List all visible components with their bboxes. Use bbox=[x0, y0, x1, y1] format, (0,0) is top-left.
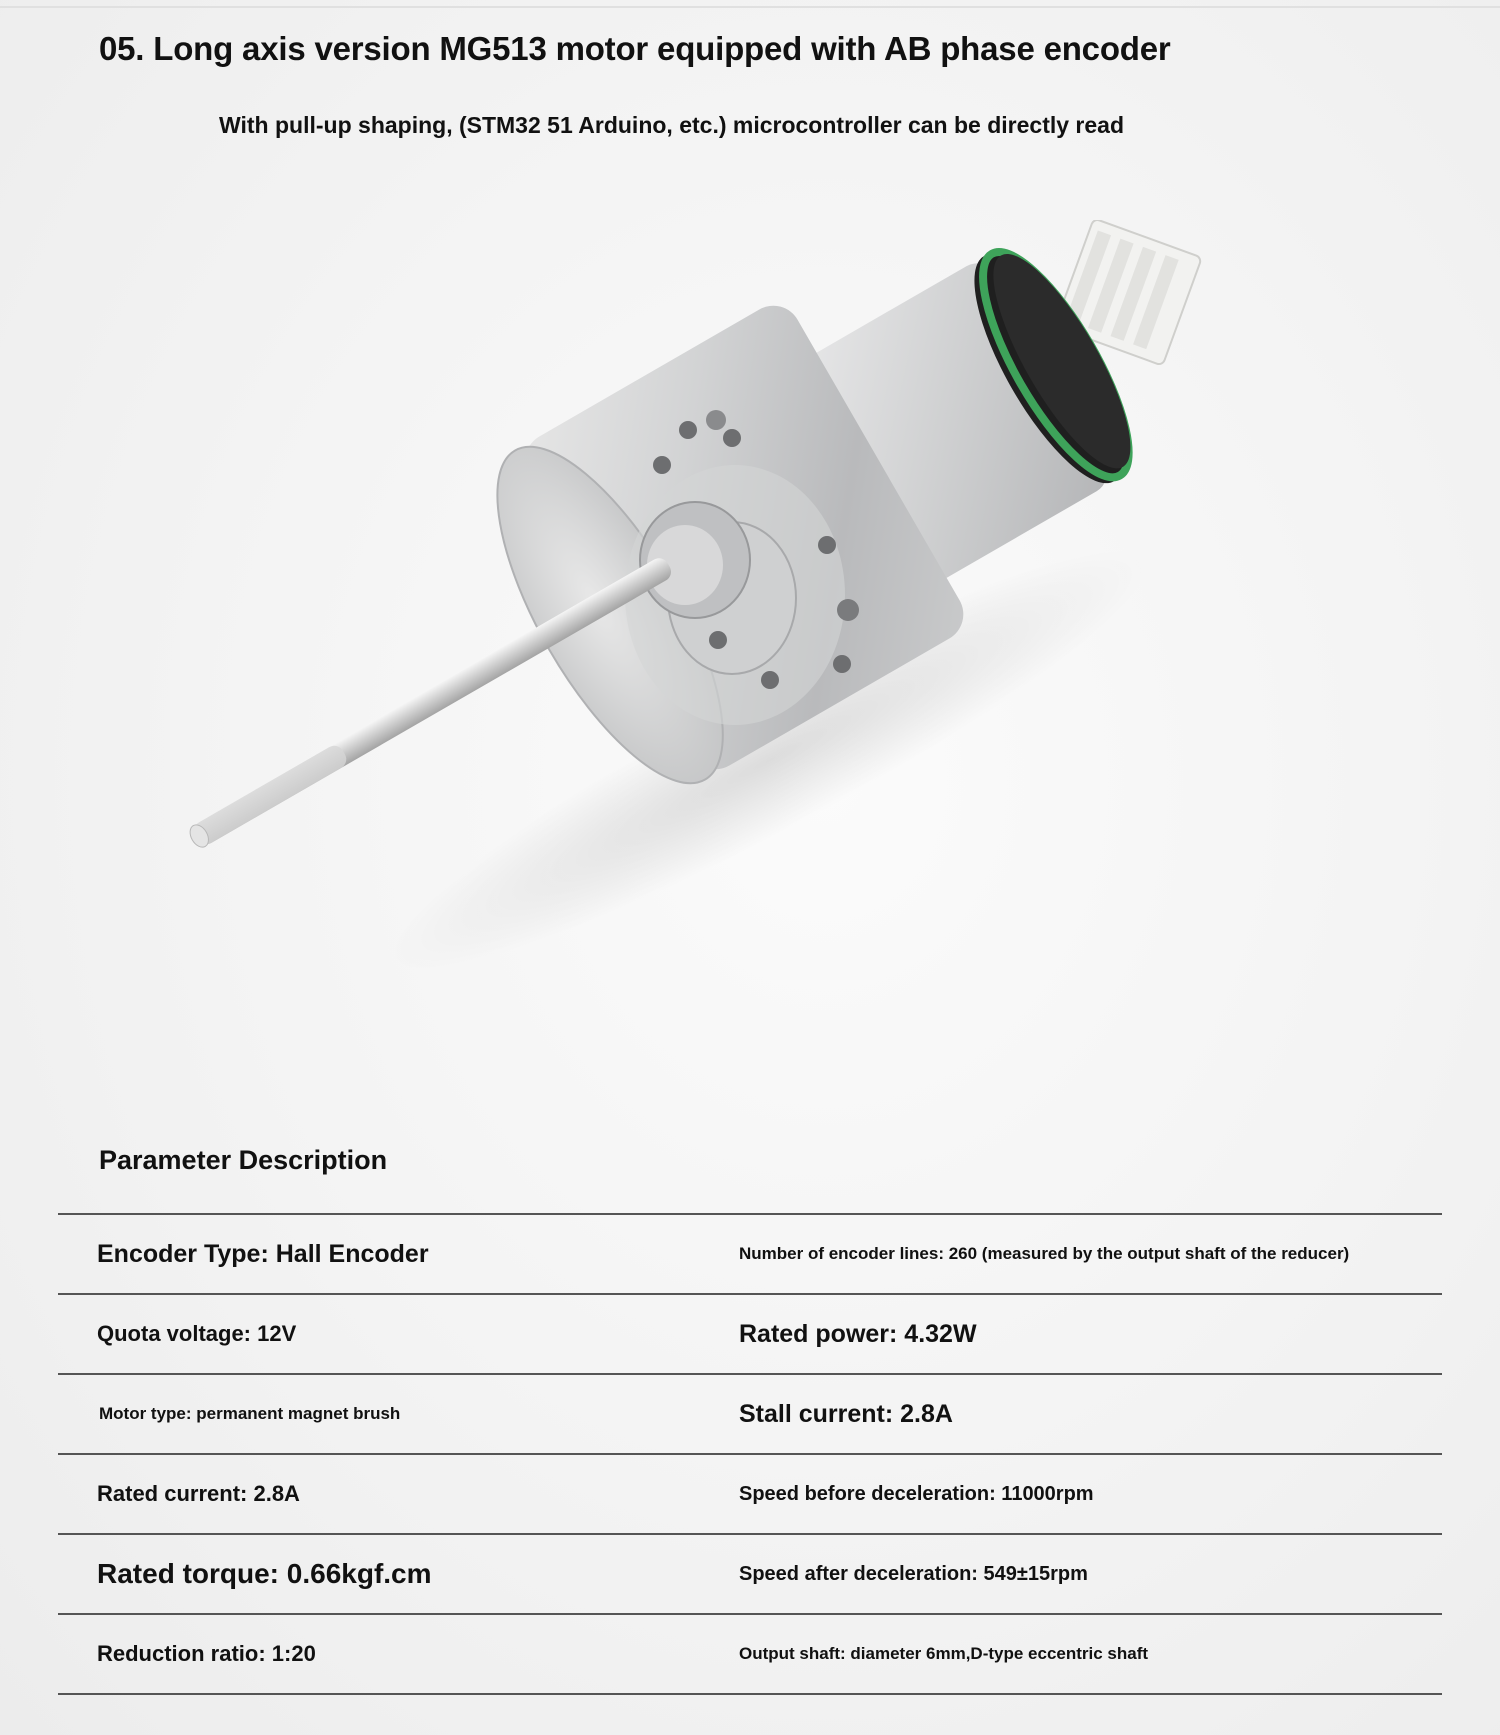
quota-voltage-cell: Quota voltage: 12V bbox=[97, 1321, 297, 1346]
parameter-table bbox=[58, 1213, 1442, 1695]
table-row bbox=[58, 1215, 1442, 1295]
parameter-heading: Parameter Description bbox=[99, 1145, 388, 1175]
motor-type-cell: Motor type: permanent magnet brush bbox=[99, 1404, 401, 1423]
table-row bbox=[58, 1615, 1442, 1695]
table-row bbox=[58, 1295, 1442, 1375]
table-row bbox=[58, 1535, 1442, 1615]
reduction-ratio-cell: Reduction ratio: 1:20 bbox=[97, 1641, 316, 1666]
top-divider bbox=[0, 6, 1500, 8]
stall-current-cell: Stall current: 2.8A bbox=[739, 1399, 953, 1428]
output-shaft-cell: Output shaft: diameter 6mm,D-type eccentric shaft bbox=[739, 1644, 1149, 1663]
rated-power-cell: Rated power: 4.32W bbox=[739, 1319, 977, 1348]
speed-before-deceleration-cell: Speed before deceleration: 11000rpm bbox=[739, 1482, 1094, 1505]
page-title: 05. Long axis version MG513 motor equipped with AB phase encoder bbox=[99, 30, 1171, 67]
speed-after-deceleration-cell: Speed after deceleration: 549±15rpm bbox=[739, 1562, 1088, 1585]
encoder-lines-cell: Number of encoder lines: 260 (measured by the output shaft of the reducer) bbox=[739, 1244, 1350, 1263]
rated-current-cell: Rated current: 2.8A bbox=[97, 1481, 300, 1506]
rated-torque-cell: Rated torque: 0.66kgf.cm bbox=[97, 1558, 432, 1589]
page-subtitle: With pull-up shaping, (STM32 51 Arduino, etc.) microcontroller can be directly read bbox=[219, 112, 1125, 138]
table-row bbox=[58, 1455, 1442, 1535]
encoder-type-cell: Encoder Type: Hall Encoder bbox=[97, 1239, 429, 1268]
table-row bbox=[58, 1375, 1442, 1455]
motor-product-image bbox=[120, 220, 1340, 1020]
